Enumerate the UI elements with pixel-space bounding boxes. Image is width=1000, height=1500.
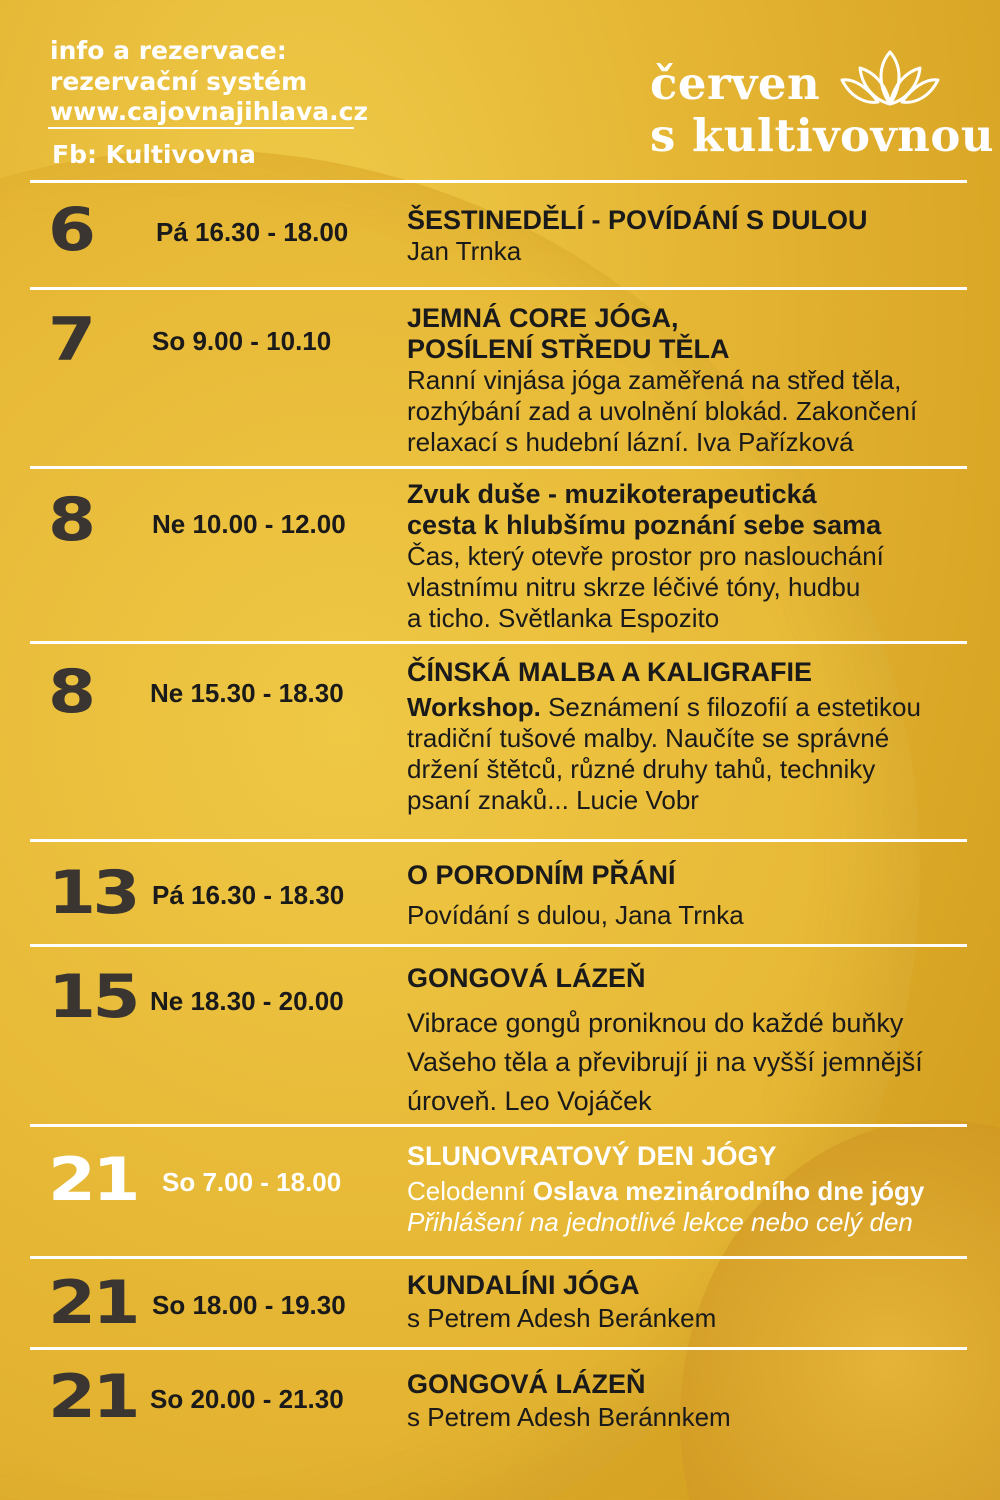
lotus-icon [838,44,942,114]
event-description: úroveň. Leo Vojáček [407,1086,652,1116]
event-description: držení štětců, různé druhy tahů, techniky [407,754,876,784]
header-info [50,36,368,128]
divider [30,466,967,469]
divider [30,944,967,947]
event-day: 21 [48,1268,138,1338]
event-title: Zvuk duše - muzikoterapeutická [407,479,817,509]
event-day: 7 [48,305,93,375]
event-description: Jan Trnka [407,236,522,266]
event-time: So 18.00 - 19.30 [152,1290,346,1320]
event-description: relaxací s hudební lázní. Iva Pařízková [407,427,854,457]
event-description: Čas, který otevře prostor pro naslouchání [407,541,884,571]
event-description: s Petrem Adesh Beránkem [407,1303,717,1333]
event-description: psaní znaků... Lucie Vobr [407,785,699,815]
event-title: ŠESTINEDĚLÍ - POVÍDÁNÍ S DULOU [407,205,868,235]
event-time: Ne 18.30 - 20.00 [150,986,344,1016]
event-day: 21 [48,1145,138,1215]
event-description: Povídání s dulou, Jana Trnka [407,900,744,930]
event-title: JEMNÁ CORE JÓGA, [407,303,679,333]
event-title: cesta k hlubšímu poznání sebe sama [407,510,882,540]
event-time: Pá 16.30 - 18.30 [152,880,345,910]
event-description [407,692,977,723]
event-description: a ticho. Světlanka Espozito [407,603,720,633]
event-time: Ne 10.00 - 12.00 [152,509,346,539]
event-description: vlastnímu nitru skrze léčivé tóny, hudbu [407,572,861,602]
brand-title [650,58,994,162]
event-day: 15 [48,962,138,1032]
facebook-handle[interactable]: Fb: Kultivovna [52,140,256,169]
divider [30,839,967,842]
event-day: 6 [48,195,93,265]
info-line-1: info a rezervace: [50,36,287,65]
event-description [407,1176,977,1207]
event-time: So 9.00 - 10.10 [152,326,332,356]
event-title: O PORODNÍM PŘÁNÍ [407,860,676,890]
event-description-lead: Workshop. [407,692,541,722]
event-title: SLUNOVRATOVÝ DEN JÓGY [407,1141,777,1171]
divider [30,641,967,644]
event-time: So 20.00 - 21.30 [150,1384,344,1414]
website-link[interactable]: www.cajovnajihlava.cz [50,97,368,126]
event-title: ČÍNSKÁ MALBA A KALIGRAFIE [407,657,812,687]
event-description-text: Celodenní [407,1176,533,1206]
event-description-highlight: Oslava mezinárodního dne jógy [532,1176,925,1206]
event-day: 8 [48,485,93,555]
event-title: KUNDALÍNI JÓGA [407,1270,640,1300]
event-description: tradiční tušové malby. Naučíte se správné [407,723,890,753]
brand-line-1: červen [650,57,821,110]
divider [30,1124,967,1127]
divider [30,1347,967,1350]
event-day: 8 [48,657,93,727]
event-time: Pá 16.30 - 18.00 [156,217,349,247]
event-title: POSÍLENÍ STŘEDU TĚLA [407,334,730,364]
event-description: Vibrace gongů proniknou do každé buňky [407,1008,904,1038]
event-description: s Petrem Adesh Beránnkem [407,1402,731,1432]
event-description-text: Seznámení s filozofií a estetikou [540,692,921,722]
event-time: So 7.00 - 18.00 [162,1167,342,1197]
event-title: GONGOVÁ LÁZEŇ [407,963,646,993]
event-title: GONGOVÁ LÁZEŇ [407,1369,646,1399]
info-divider [48,127,354,129]
event-description: rozhýbání zad a uvolnění blokád. Zakončení [407,396,918,426]
divider [30,1256,967,1259]
event-description: Ranní vinjása jóga zaměřená na střed těla, [407,365,902,395]
event-registration-note: Přihlášení na jednotlivé lekce nebo celý den [407,1207,913,1237]
event-day: 13 [48,858,138,928]
event-day: 21 [48,1362,138,1432]
event-time: Ne 15.30 - 18.30 [150,678,344,708]
event-description: Vašeho těla a převibrují ji na vyšší jemnější [407,1047,923,1077]
divider [30,287,967,290]
brand-line-2: s kultivovnou [650,108,995,162]
info-line-2: rezervační systém [50,66,308,96]
divider [30,180,967,183]
